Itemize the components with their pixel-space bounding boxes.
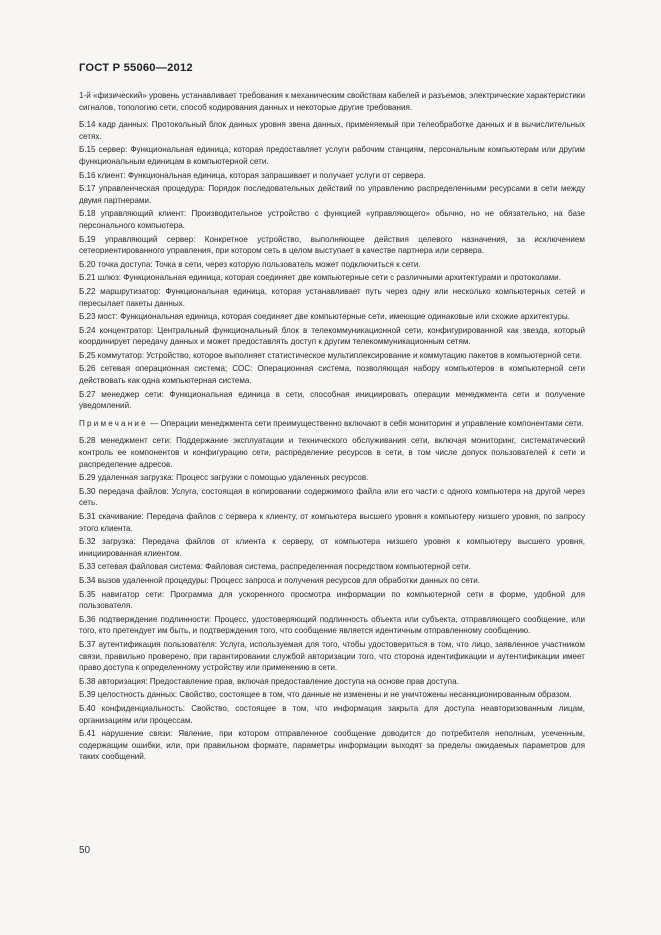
- term-b15: Б.15 сервер: Функциональная единица, которая предоставляет услуги рабочим станциям, персональным компьютерам или другим функциональным единицам в компьютерной сети.: [79, 145, 585, 166]
- term-b28: Б.28 менеджмент сети: Поддержание эксплуатации и технического обслуживания сети, включая мониторинг, систематический контроль ее компонентов и конфигурацию сети, распределение ресурсов в сети, в том числе допуск пользователей к сети и распределение адресов.: [79, 436, 585, 469]
- document-body: [79, 90, 585, 765]
- term-b18: Б.18 управляющий клиент: Производительное устройство с функцией «управляющего» обычно, но не обязательно, на базе персонального компьютера.: [79, 209, 585, 230]
- term-b36: Б.36 подтверждение подлинности: Процесс, удостоверяющий подлинность объекта или субъекта, отправляющего сообщение, или того, кто претендует им быть, и подтверждения того, что сообщение является идентичным отправленному сообщению.: [79, 614, 585, 636]
- term-b41: Б.41 нарушение связи: Явление, при котором отправленное сообщение доводится до потребителя неполным, усеченным, содержащим ошибки, или, при правильном формате, параметры информации выходят за пределы ожидаемых параметров для таких сообщений.: [79, 729, 585, 762]
- term-b31: Б.31 скачивание: Передача файлов с сервера к клиенту, от компьютера высшего уровня к компьютеру низшего уровня, по запросу этого клиента.: [79, 512, 585, 533]
- note-text: — Операции менеджмента сети преимущественно включают в себя мониторинг и управление компонентами сети.: [147, 418, 584, 428]
- term-b19: Б.19 управляющий сервер: Конкретное устройство, выполняющее действия целевого назначения, за исключением сетеориентированного управления, при котором сеть в целом выступает в качестве партнера или сервера.: [79, 234, 585, 256]
- note: [79, 418, 585, 430]
- standard-designation: ГОСТ Р 55060—2012: [79, 62, 193, 74]
- page-number: 50: [79, 845, 91, 856]
- term-b14: Б.14 кадр данных: Протокольный блок данных уровня звена данных, применяемый при телеобработке данных и в вычислительных сетях.: [79, 120, 585, 141]
- term-b35: Б.35 навигатор сети: Программа для ускоренного просмотра информации по компьютерной сети в форме, удобной для пользователя.: [79, 589, 585, 611]
- term-b40: Б.40 конфиденциальность: Свойство, состоящее в том, что информация закрыта для доступа неавторизованным лицам, организациям или процессам.: [79, 703, 585, 725]
- term-b21: Б.21 шлюз: Функциональная единица, которая соединяет две компьютерные сети с различными архитектурами и протоколами.: [79, 273, 561, 283]
- term-b24: Б.24 концентратор: Центральный функциональный блок в телекоммуникационной сети, конфигурированной как звезда, который координирует передачу данных и может предоставлять доступ к другим телекоммуникационным сетям.: [79, 325, 585, 347]
- term-b32: Б.32 загрузка: Передача файлов от клиента к серверу, от компьютера низшего уровня к компьютеру высшего уровня, инициированная клиентом.: [79, 537, 585, 558]
- term-b39: Б.39 целостность данных: Свойство, состоящее в том, что данные не изменены и не уничтожены несанкционированным образом.: [79, 690, 572, 700]
- term-b22: Б.22 маршрутизатор: Функциональная единица, которая устанавливает путь через одну или несколько компьютерных сетей и пересылает пакеты данных.: [79, 286, 585, 308]
- term-b38: Б.38 авторизация: Предоставление прав, включая предоставление доступа на основе прав доступа.: [79, 676, 459, 686]
- term-b16: Б.16 клиент: Функциональная единица, которая запрашивает и получает услуги от сервера.: [79, 170, 426, 180]
- term-b34: Б.34 вызов удаленной процедуры: Процесс запроса и получения ресурсов для обработки данных по сети.: [79, 575, 481, 585]
- term-b26: Б.26 сетевая операционная система; СОС: Операционная система, позволяющая набору компьютеров в компьютерной сети действовать как одна компьютерная система.: [79, 364, 585, 386]
- term-b30: Б.30 передача файлов: Услуга, состоящая в копировании содержимого файла или его части с одного компьютера на другой через сеть.: [79, 486, 585, 508]
- term-b20: Б.20 точка доступа: Точка в сети, через которую пользователь может подключиться к сети.: [79, 259, 421, 269]
- term-b37: Б.37 аутентификация пользователя: Услуга, используемая для того, чтобы удостовериться в том, что лицо, заявленное участником связи, правильно проверено, при гарантировании службой авторизации того, что сторона идентификации и аутентификации имеет право доступа к определенному устройству или применению в сети.: [79, 639, 585, 673]
- term-b23: Б.23 мост: Функциональная единица, которая соединяет две компьютерные сети, имеющие одинаковые или схожие архитектуры.: [79, 312, 570, 322]
- note-label: Примечание: [79, 418, 148, 428]
- term-b25: Б.25 коммутатор: Устройство, которое выполняет статистическое мультиплексирование и коммутацию пакетов в компьютерной сети.: [79, 350, 583, 360]
- term-b29: Б.29 удаленная загрузка: Процесс загрузки с помощью удаленных ресурсов.: [79, 473, 369, 483]
- paragraph-intro: 1-й «физический» уровень устанавливает требования к механическим свойствам кабелей и разъемов, электрические характеристики сигналов, топологию сети, способ кодирования данных и некоторые другие требования.: [79, 91, 585, 112]
- term-b33: Б.33 сетевая файловая система: Файловая система, распределенная посредством компьютерной сети.: [79, 562, 471, 572]
- term-b17: Б.17 управленческая процедура: Порядок последовательных действий по управлению распределенными ресурсами в сети между двумя партнерами.: [79, 184, 585, 205]
- term-b27: Б.27 менеджер сети: Функциональная единица в сети, способная инициировать операции менеджмента сети и получение уведомлений.: [79, 389, 585, 411]
